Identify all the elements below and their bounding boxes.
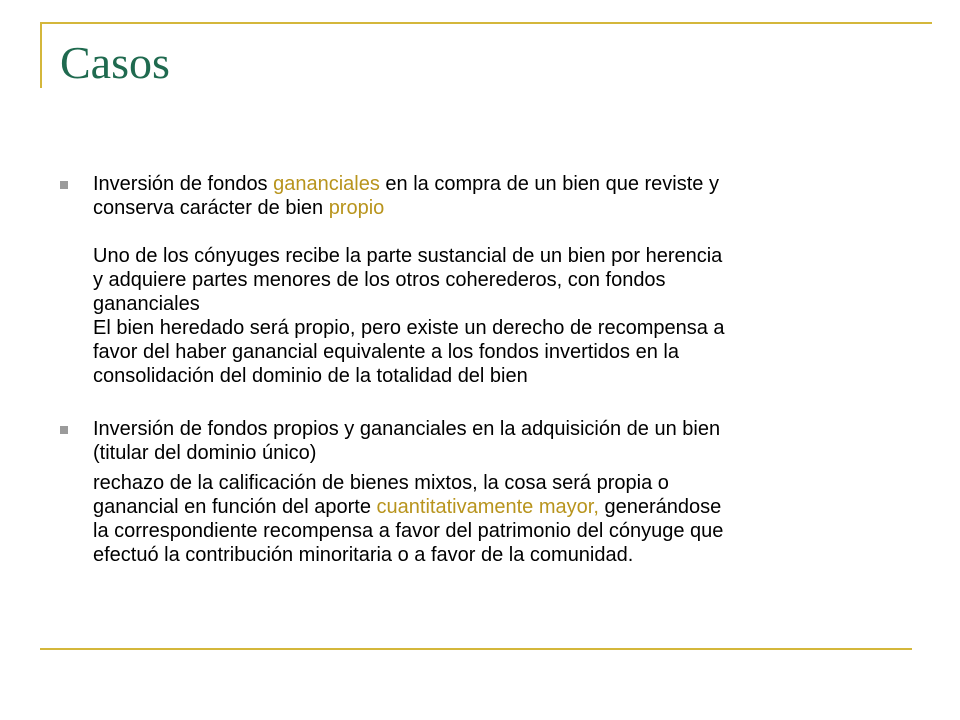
square-bullet-icon bbox=[60, 181, 68, 189]
item-1-head-line-2 bbox=[93, 196, 910, 220]
spacer bbox=[93, 220, 910, 244]
item-1-body-line: consolidación del dominio de la totalidad del bien bbox=[93, 365, 528, 387]
item-1-head-line-1 bbox=[93, 172, 910, 196]
item-1-body-line: y adquiere partes menores de los otros coherederos, con fondos bbox=[93, 269, 666, 291]
slide-content bbox=[60, 172, 910, 567]
item-2-body-line bbox=[93, 495, 910, 519]
left-rule bbox=[40, 22, 42, 88]
item-1-body-line: El bien heredado será propio, pero existe un derecho de recompensa a bbox=[93, 317, 725, 339]
item-2-body-line: la correspondiente recompensa a favor del patrimonio del cónyuge que bbox=[93, 520, 724, 542]
highlight-gananciales: gananciales bbox=[273, 173, 380, 195]
bullet-item-2 bbox=[60, 417, 910, 567]
item-2-body-line: rechazo de la calificación de bienes mixtos, la cosa será propia o bbox=[93, 472, 669, 494]
slide-title: Casos bbox=[60, 37, 170, 88]
item-1-body-line: gananciales bbox=[93, 293, 200, 315]
highlight-propio: propio bbox=[328, 197, 385, 219]
text-span: en la compra de un bien que reviste y bbox=[379, 173, 719, 195]
text-span: Inversión de fondos bbox=[93, 173, 274, 195]
item-2-head-line: (titular del dominio único) bbox=[93, 442, 317, 464]
highlight-cuantitativamente-mayor: cuantitativamente mayor, bbox=[376, 496, 599, 518]
item-1-body-line: favor del haber ganancial equivalente a los fondos invertidos en la bbox=[93, 341, 679, 363]
item-2-body bbox=[93, 471, 910, 567]
text-span: ganancial en función del aporte bbox=[93, 496, 377, 518]
text-span: conserva carácter de bien bbox=[93, 197, 329, 219]
bullet-item-1 bbox=[60, 172, 910, 388]
item-2-head-line: Inversión de fondos propios y gananciales en la adquisición de un bien bbox=[93, 418, 721, 440]
top-rule bbox=[40, 22, 932, 24]
text-span: generándose bbox=[598, 496, 722, 518]
item-1-body-line: Uno de los cónyuges recibe la parte sustancial de un bien por herencia bbox=[93, 245, 723, 267]
bottom-rule bbox=[40, 648, 912, 650]
item-2-body-line: efectuó la contribución minoritaria o a favor de la comunidad. bbox=[93, 544, 634, 566]
square-bullet-icon bbox=[60, 426, 68, 434]
